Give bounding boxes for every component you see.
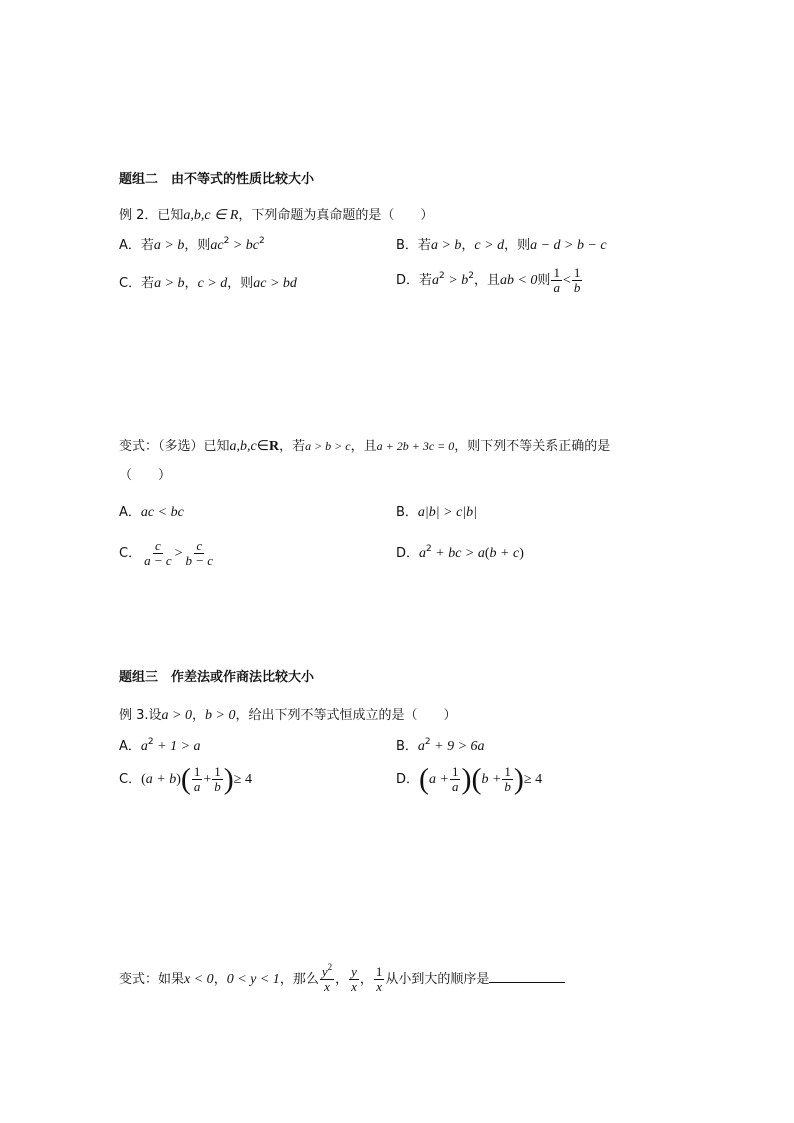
math-expr: a xyxy=(419,546,427,561)
math-expr: < xyxy=(562,273,571,288)
numerator: c xyxy=(154,538,161,553)
option-label: A． xyxy=(119,505,141,520)
ex2-option-b xyxy=(396,237,607,255)
ex2-option-a: A．若a > b，则$ac^2 > bc^2$ xyxy=(119,236,265,253)
ex3-suffix: ，给出下列不等式恒成立的是（ ） xyxy=(235,708,457,723)
math-expr: > bc xyxy=(229,238,260,253)
answer-blank[interactable] xyxy=(489,970,565,983)
math-expr: a + 2b + 3c = 0 xyxy=(376,439,455,453)
variant-prefix: 变式：（多选）已知 xyxy=(119,439,230,454)
math-expr: > xyxy=(174,546,183,561)
numerator: 1 xyxy=(504,764,511,779)
numerator: 1 xyxy=(451,764,459,779)
option-label: D． xyxy=(396,772,420,787)
option-text: 若 xyxy=(417,238,431,253)
variant-1-stem xyxy=(119,437,610,456)
math-expr: a − d > b − c xyxy=(530,238,607,253)
denominator: x xyxy=(351,979,357,994)
denominator: a − c xyxy=(144,553,172,568)
numerator-var: y xyxy=(321,964,328,979)
example-2-stem xyxy=(119,207,433,225)
math-expr: x < 0 xyxy=(184,972,214,987)
denominator: a xyxy=(451,779,459,794)
fraction xyxy=(374,965,385,994)
separator: ， xyxy=(192,708,206,723)
math-expr: > b xyxy=(444,273,469,288)
option-label: A． xyxy=(119,739,141,754)
variant-text: ，那么 xyxy=(279,972,319,987)
option-text: 则 xyxy=(537,273,551,288)
option-label: D． xyxy=(396,546,420,561)
separator: ， xyxy=(213,972,227,987)
section-heading-3: 题组三 作差法或作商法比较大小 xyxy=(119,670,315,685)
denominator: b xyxy=(573,280,581,295)
option-text: ，则 xyxy=(184,238,211,253)
variant-prefix: 变式：如果 xyxy=(119,972,185,987)
fraction xyxy=(349,965,359,994)
section-heading-2: 题组二 由不等式的性质比较大小 xyxy=(119,172,315,187)
numerator: 1 xyxy=(375,964,383,979)
math-expr: a > b xyxy=(153,238,185,253)
math-expr: b + xyxy=(481,772,502,787)
math-expr: c > d xyxy=(197,276,228,291)
ex3-prefix: 例 3.设 xyxy=(119,708,162,723)
ex3-option-a: A．$a^2 + 1 > a$ xyxy=(119,737,201,754)
option-text: ， xyxy=(184,276,198,291)
fraction xyxy=(212,765,223,794)
var1-option-a xyxy=(119,504,184,522)
fraction xyxy=(450,765,461,794)
variant-text: 从小到大的顺序是 xyxy=(385,972,490,987)
fraction xyxy=(142,539,174,568)
math-expr: c > d xyxy=(474,238,505,253)
math-expr: + xyxy=(203,772,212,787)
ex2-prefix: 例 2．已知 xyxy=(119,208,184,223)
option-text: ，则 xyxy=(227,276,254,291)
option-label: C． xyxy=(119,546,142,561)
denominator: b − c xyxy=(185,553,214,568)
math-expr: ∈ xyxy=(256,439,269,454)
math-expr: ≥ 4 xyxy=(523,772,543,787)
fraction xyxy=(184,539,216,568)
math-expr: a > b > c xyxy=(305,439,351,453)
option-label: B． xyxy=(396,739,418,754)
denominator: a xyxy=(193,779,201,794)
math-expr: ac < bc xyxy=(140,505,184,520)
variant-text: ，若 xyxy=(279,439,306,454)
denominator: x xyxy=(324,979,330,994)
ex3-option-b: B．$a^2 + 9 > 6a$ xyxy=(396,737,485,754)
math-expr: a > b xyxy=(154,276,185,291)
variant-1-paren: （ ） xyxy=(119,468,172,483)
math-expr: + 1 > a xyxy=(153,739,201,754)
math-expr: a > b xyxy=(430,238,462,253)
math-expr: b > 0 xyxy=(205,708,236,723)
numerator: 1 xyxy=(553,265,560,280)
option-text: ，则 xyxy=(504,238,531,253)
ex2-suffix: ，下列命题为真命题的是（ ） xyxy=(238,208,434,223)
math-expr: a + xyxy=(429,772,449,787)
separator: ， xyxy=(359,972,373,987)
fraction xyxy=(320,962,334,994)
math-expr: a xyxy=(417,739,425,754)
option-label: C． xyxy=(119,772,142,787)
option-label: A． xyxy=(119,238,141,253)
math-expr: a > 0 xyxy=(161,708,192,723)
math-expr: a xyxy=(432,273,440,288)
ex2-option-c xyxy=(119,275,297,293)
numerator: $y^2$ xyxy=(321,962,333,979)
numerator: 1 xyxy=(573,265,581,280)
math-expr: a + b xyxy=(145,772,177,787)
math-expr: ac > bd xyxy=(253,276,297,291)
var1-option-d: D．$a^2$ + bc > a(b + c) xyxy=(396,544,524,561)
denominator: a xyxy=(553,280,560,295)
math-expr: ab < 0 xyxy=(499,273,538,288)
math-expr: a|b| > c|b| xyxy=(417,505,477,520)
numerator: c xyxy=(196,538,203,553)
var1-option-b xyxy=(396,504,477,522)
denominator: b xyxy=(214,779,221,794)
option-text: 若 xyxy=(140,238,154,253)
math-expr: a xyxy=(140,739,148,754)
separator: ， xyxy=(335,972,349,987)
math-expr: R xyxy=(268,439,280,454)
math-expr: a,b,c xyxy=(229,439,257,454)
fraction xyxy=(192,765,203,794)
option-text: 若 xyxy=(141,276,155,291)
variant-text: ，则下列不等关系正确的是 xyxy=(454,439,611,454)
math-expr: 0 < y < 1 xyxy=(226,972,280,987)
denominator: x xyxy=(376,979,383,994)
numerator: y xyxy=(351,964,357,979)
ex3-option-d: D．(a + $\frac{1}{a}$ )(b + $\frac{1}{b}$ )≥ 4 xyxy=(396,762,543,796)
option-text: 若 xyxy=(419,273,433,288)
ex2-option-d: D．若$a^2 > b^2$，且ab < 0则 $\frac{1}{a}$ < $\frac{1}{b}$ xyxy=(396,265,581,295)
option-label: D． xyxy=(396,273,420,288)
var1-option-c xyxy=(119,539,216,568)
option-label: B． xyxy=(396,238,418,253)
fraction xyxy=(551,266,562,295)
option-text: ，且 xyxy=(473,273,500,288)
ex2-set: a,b,c ∈ R xyxy=(183,208,239,223)
variant-2-stem xyxy=(119,962,565,994)
option-text: ， xyxy=(461,238,475,253)
math-expr: b + c xyxy=(489,546,520,561)
option-label: B． xyxy=(396,505,418,520)
variant-text: ，且 xyxy=(350,439,377,454)
numerator: 1 xyxy=(193,764,201,779)
fraction xyxy=(502,765,513,794)
math-expr: + 9 > 6a xyxy=(430,739,485,754)
math-expr: + bc > a xyxy=(431,546,485,561)
math-expr: ≥ 4 xyxy=(233,772,252,787)
fraction xyxy=(572,266,583,295)
example-3-stem xyxy=(119,707,456,725)
math-expr: ac xyxy=(210,238,224,253)
option-label: C． xyxy=(119,276,142,291)
denominator: b xyxy=(504,779,511,794)
ex3-option-c: C．(a + b)( $\frac{1}{a}$ + $\frac{1}{b}$ )≥ 4 xyxy=(119,762,252,796)
numerator: 1 xyxy=(214,764,221,779)
